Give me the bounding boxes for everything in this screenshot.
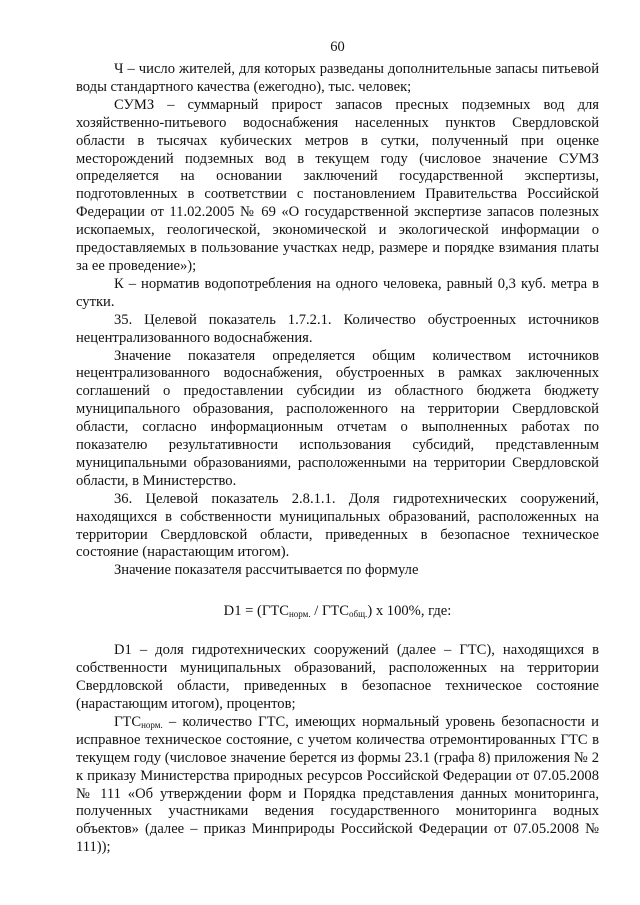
formula-sub-total: общ. bbox=[349, 609, 368, 620]
formula-suffix: ) x 100%, где: bbox=[367, 603, 452, 620]
gts-norm-sub: норм. bbox=[141, 719, 163, 730]
paragraph-formula-intro: Значение показателя рассчитывается по формуле bbox=[114, 562, 419, 579]
definition-gts-norm bbox=[76, 714, 599, 857]
paragraph-indicator-35-value: Значение показателя определяется общим количеством источников нецентрализованного водоснабжения, обустроенных в рамках заключенных соглашений о предоставлении субсидии из областного бюджета бюджету муниципального образования, расположенного на территории Свердловской области, согласно информационным отчетам о выполненных работах по показателю результативности использования субсидий, представленным муниципальными образованиями, расположенными на территории Свердловской области, в Министерство. bbox=[76, 347, 599, 489]
formula-d1 bbox=[76, 602, 599, 620]
gts-norm-head: ГТС bbox=[114, 713, 142, 730]
formula-prefix: D1 = (ГТС bbox=[223, 603, 289, 620]
document-page bbox=[76, 38, 599, 857]
formula-mid: / ГТС bbox=[310, 603, 350, 620]
gts-norm-text: – количество ГТС, имеющих нормальный уровень безопасности и исправное техническое состояние, с учетом количества отремонтированных ГТС в текущем году (числовое значение берется из формы 23.1 (графа 8) приложения № 2 к приказу Министерства природных ресурсов Российской Федерации от 07.05.2008 № 111 «Об утверждении форм и Порядка представления данных мониторинга, полученных участниками ведения государственного мониторинга водных объектов» (далее – приказ Минприроды Российской Федерации от 07.05.2008 № 111)); bbox=[76, 713, 599, 856]
paragraph-ch-definition: Ч – число жителей, для которых разведаны дополнительные запасы питьевой воды стандартного качества (ежегодно), тыс. человек; bbox=[76, 61, 599, 95]
paragraph-indicator-35: 35. Целевой показатель 1.7.2.1. Количество обустроенных источников нецентрализованного водоснабжения. bbox=[76, 311, 599, 346]
definition-d1: D1 – доля гидротехнических сооружений (далее – ГТС), находящихся в собственности муниципальных образований, расположенных на территории Свердловской области, приведенных в безопасное техническое состояние (нарастающим итогом), процентов; bbox=[76, 642, 599, 712]
page-number: 60 bbox=[330, 39, 345, 55]
paragraph-sumz-definition: СУМЗ – суммарный прирост запасов пресных подземных вод для хозяйственно-питьевого водоснабжения населенных пунктов Свердловской области в тысячах кубических метров в сутки, полученный при оценке месторождений подземных вод в текущем году (числовое значение СУМЗ определяется на основании заключений государственной экспертизы, подготовленных в соответствии с постановлением Правительства Российской Федерации от 11.02.2005 № 69 «О государственной экспертизе запасов полезных ископаемых, геологической, экономической и экологической информации о предоставляемых в пользование участках недр, размере и порядке взимания платы за ее проведение»); bbox=[76, 96, 599, 274]
paragraph-indicator-36: 36. Целевой показатель 2.8.1.1. Доля гидротехнических сооружений, находящихся в собственности муниципальных образований, расположенных на территории Свердловской области, приведенных в безопасное техническое состояние (нарастающим итогом). bbox=[76, 490, 599, 561]
paragraph-k-definition: К – норматив водопотребления на одного человека, равный 0,3 куб. метра в сутки. bbox=[76, 275, 599, 310]
formula-sub-norm: норм. bbox=[288, 609, 311, 620]
